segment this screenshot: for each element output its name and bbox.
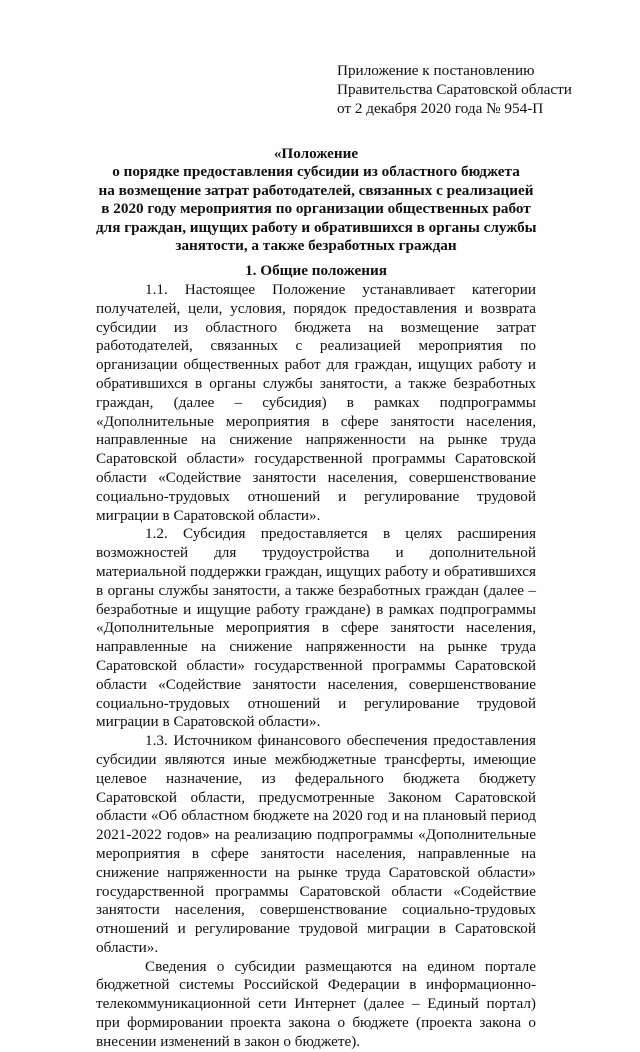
appendix-line-3: от 2 декабря 2020 года № 954-П [337,99,544,117]
paragraph-1-2: 1.2. Субсидия предоставляется в целях расширения возможностей для трудоустройства и дополнительной материальной поддержки граждан, ищущих работу и обратившихся в органы службы занятости, а также безработных граждан (далее – безработные и ищущие работу граждане) в рамках подпрограммы «Дополнительные мероприятия в сфере занятости населения, направленные на снижение напряженности на рынке труда Саратовской области» государственной программы Саратовской области «Содействие занятости населения, совершенствование социально-трудовых отношений и регулирование трудовой миграции в Саратовской области». [96,525,536,731]
section-heading: 1. Общие положения [245,262,387,279]
document-title [96,145,536,255]
title-line-3: на возмещение затрат работодателей, связанных с реализацией [98,181,534,199]
appendix-reference [337,62,637,118]
document-body [96,281,536,1052]
title-line-6: занятости, а также безработных граждан [175,237,457,255]
title-line-2: о порядке предоставления субсидии из областного бюджета [112,163,520,181]
appendix-line-2: Правительства Саратовской области [337,80,572,98]
paragraph-1-3: 1.3. Источником финансового обеспечения предоставления субсидии являются иные межбюджетные трансферты, имеющие целевое назначение, из федерального бюджета бюджету Саратовской области, предусмотренные Законом Саратовской области «Об областном бюджете на 2020 год и на плановый период 2021-2022 годов» на реализацию подпрограммы «Дополнительные мероприятия в сфере занятости населения, направленные на снижение напряженности на рынке труда Саратовской области» государственной программы Саратовской области «Содействие занятости населения, совершенствование социально-трудовых отношений и регулирование трудовой миграции в Саратовской области». [96,732,536,956]
appendix-line-1: Приложение к постановлению [337,62,535,79]
paragraph-1-1: 1.1. Настоящее Положение устанавливает категории получателей, цели, условия, порядок предоставления и возврата субсидии из областного бюджета на возмещение затрат работодателей, связанных с реализацией мероприятия по организации общественных работ для граждан, ищущих работу и обратившихся в органы службы занятости, а также безработных граждан, (далее – субсидия) в рамках подпрограммы «Дополнительные мероприятия в сфере занятости населения, направленные на снижение напряженности на рынке труда Саратовской области» государственной программы Саратовской области «Содействие занятости населения, совершенствование социально-трудовых отношений и регулирование трудовой миграции в Саратовской области». [96,281,536,524]
title-line-5: для граждан, ищущих работу и обратившихся в органы службы [96,218,537,236]
title-line-4: в 2020 году мероприятия по организации общественных работ [101,200,531,218]
paragraph-portal-info: Сведения о субсидии размещаются на едином портале бюджетной системы Российской Федерации в информационно-телекоммуникационной сети Интернет (далее – Единый портал) при формировании проекта закона о бюджете (проекта закона о внесении изменений в закон о бюджете). [96,957,536,1050]
title-line-1: «Положение [273,145,359,162]
